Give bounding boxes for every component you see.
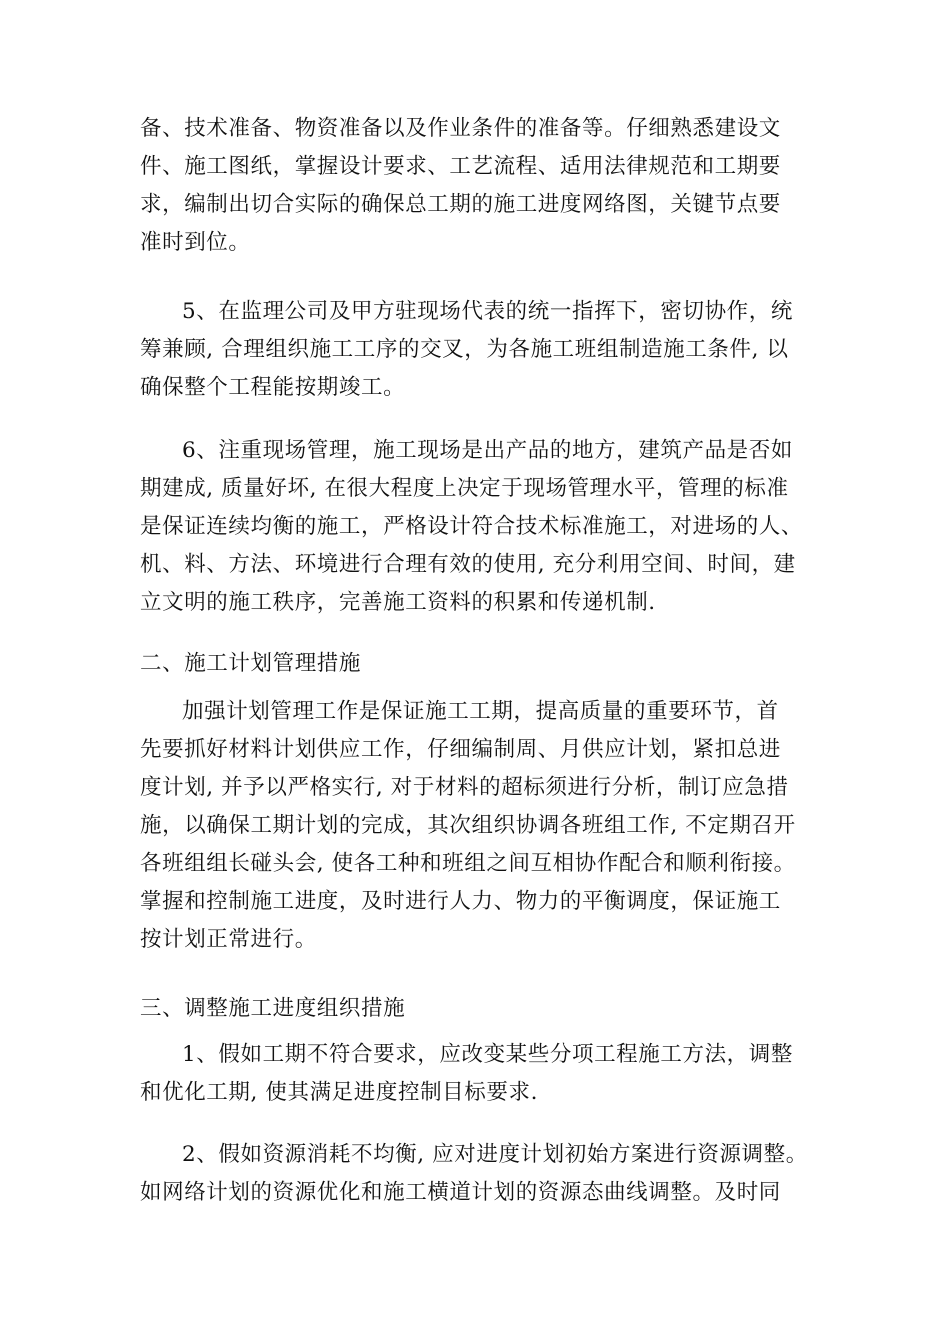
text-line: 掌握和控制施工进度，及时进行人力、物力的平衡调度，保证施工 [140, 889, 781, 914]
text-line: 按计划正常进行。 [140, 927, 317, 952]
text-line: 各班组组长碰头会, 使各工种和班组之间互相协作配合和顺利衔接。 [140, 851, 796, 876]
text-line: 和优化工期, 使其满足进度控制目标要求. [140, 1080, 539, 1105]
text-line: 期建成, 质量好坏, 在很大程度上决定于现场管理水平，管理的标准 [140, 476, 789, 501]
section-heading: 二、施工计划管理措施 [140, 651, 362, 676]
paragraph-section-2-body [140, 693, 812, 959]
text-line: 立文明的施工秩序，完善施工资料的积累和传递机制. [140, 590, 656, 615]
paragraph-section-3-item-1 [140, 1036, 812, 1112]
text-line: 如网络计划的资源优化和施工横道计划的资源态曲线调整。及时同 [140, 1180, 781, 1205]
text-line: 度计划, 并予以严格实行, 对于材料的超标须进行分析，制订应急措 [140, 775, 789, 800]
text-line: 件、施工图纸，掌握设计要求、工艺流程、适用法律规范和工期要 [140, 154, 781, 179]
text-line: 1、假如工期不符合要求，应改变某些分项工程施工方法，调整 [182, 1042, 793, 1067]
text-line: 确保整个工程能按期竣工。 [140, 375, 406, 400]
text-line: 求，编制出切合实际的确保总工期的施工进度网络图，关键节点要 [140, 192, 781, 217]
text-line: 2、假如资源消耗不均衡, 应对进度计划初始方案进行资源调整。 [182, 1142, 808, 1167]
section-heading: 三、调整施工进度组织措施 [140, 996, 406, 1021]
section-heading-2 [140, 645, 812, 683]
paragraph-intro-continuation [140, 110, 812, 262]
text-line: 先要抓好材料计划供应工作，仔细编制周、月供应计划，紧扣总进 [140, 737, 781, 762]
text-line: 准时到位。 [140, 230, 251, 255]
text-line: 加强计划管理工作是保证施工工期，提高质量的重要环节，首 [182, 699, 779, 724]
text-line: 6、注重现场管理，施工现场是出产品的地方，建筑产品是否如 [182, 438, 793, 463]
text-line: 筹兼顾, 合理组织施工工序的交叉，为各施工班组制造施工条件, 以 [140, 337, 789, 362]
text-line: 机、料、方法、环境进行合理有效的使用, 充分利用空间、时间，建 [140, 552, 796, 577]
paragraph-item-6 [140, 432, 812, 622]
paragraph-item-5 [140, 293, 812, 407]
text-line: 是保证连续均衡的施工，严格设计符合技术标准施工，对进场的人、 [140, 514, 804, 539]
text-line: 5、在监理公司及甲方驻现场代表的统一指挥下，密切协作，统 [182, 299, 793, 324]
paragraph-section-3-item-2 [140, 1136, 812, 1212]
text-line: 备、技术准备、物资准备以及作业条件的准备等。仔细熟悉建设文 [140, 116, 781, 141]
text-line: 施，以确保工期计划的完成，其次组织协调各班组工作, 不定期召开 [140, 813, 796, 838]
section-heading-3 [140, 990, 812, 1028]
